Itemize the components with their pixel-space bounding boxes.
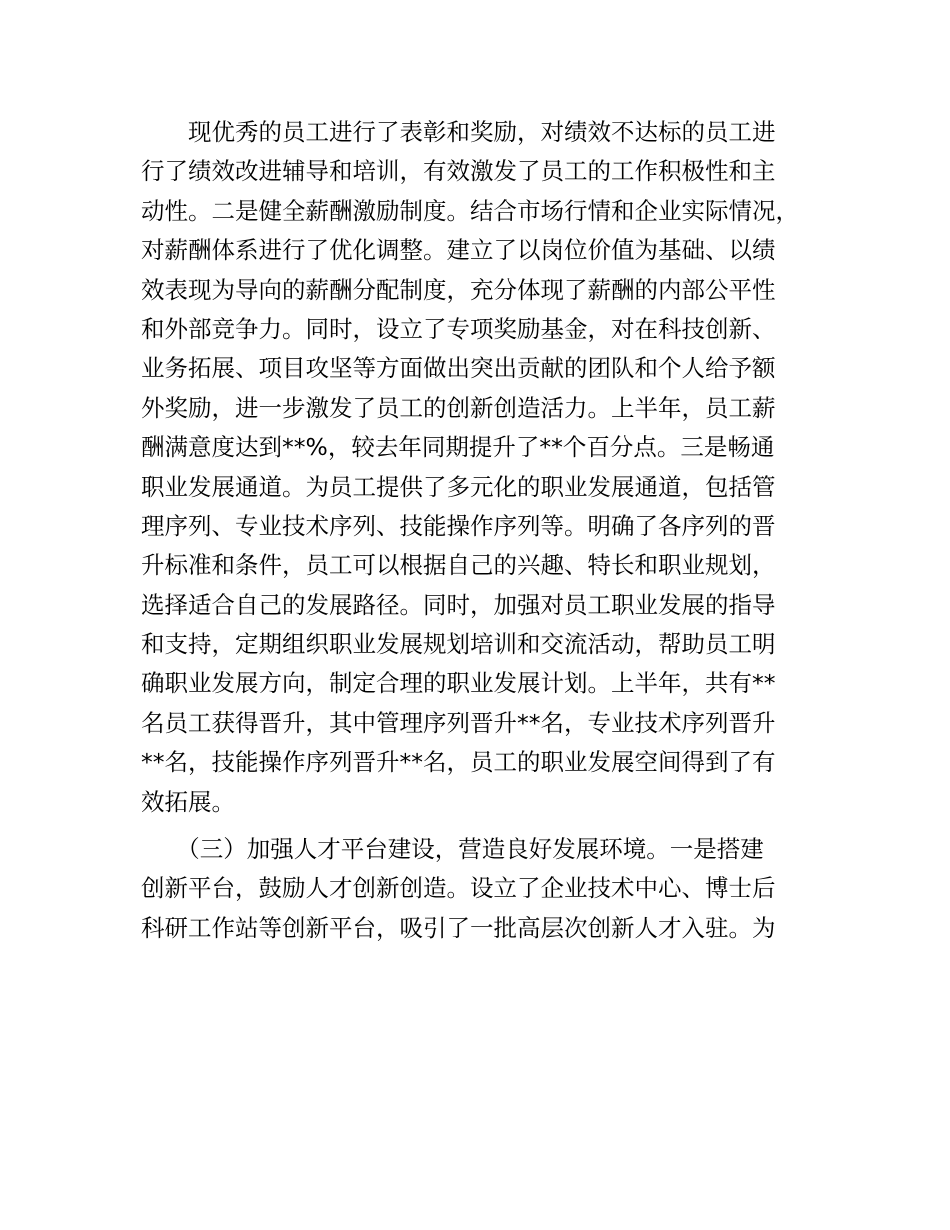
document-body [141, 113, 841, 948]
text-line: 动性。二是健全薪酬激励制度。结合市场行情和企业实际情况， [141, 196, 799, 225]
text-line: 选择适合自己的发展路径。同时，加强对员工职业发展的指导 [141, 590, 776, 619]
text-line: 名员工获得晋升，其中管理序列晋升**名，专业技术序列晋升 [141, 708, 776, 737]
text-line: 现优秀的员工进行了表彰和奖励，对绩效不达标的员工进 [141, 118, 776, 146]
text-line: 酬满意度达到**%，较去年同期提升了**个百分点。三是畅通 [141, 433, 775, 462]
text-line: 升标准和条件，员工可以根据自己的兴趣、特长和职业规划， [141, 551, 776, 580]
text-line: 和外部竞争力。同时，设立了专项奖励基金，对在科技创新、 [141, 314, 776, 343]
text-line: 效表现为导向的薪酬分配制度，充分体现了薪酬的内部公平性 [141, 275, 776, 304]
text-line: 外奖励，进一步激发了员工的创新创造活力。上半年，员工薪 [141, 393, 776, 422]
text-line: 理序列、专业技术序列、技能操作序列等。明确了各序列的晋 [141, 511, 776, 540]
text-line: 科研工作站等创新平台，吸引了一批高层次创新人才入驻。为 [141, 913, 776, 942]
text-line: 效拓展。 [141, 787, 235, 816]
text-line: 和支持，定期组织职业发展规划培训和交流活动，帮助员工明 [141, 630, 776, 659]
text-line: 职业发展通道。为员工提供了多元化的职业发展通道，包括管 [141, 472, 776, 501]
text-line: 确职业发展方向，制定合理的职业发展计划。上半年，共有** [141, 669, 776, 698]
text-line: 对薪酬体系进行了优化调整。建立了以岗位价值为基础、以绩 [141, 236, 776, 265]
paragraph [141, 830, 841, 948]
text-line: **名，技能操作序列晋升**名，员工的职业发展空间得到了有 [141, 748, 776, 777]
text-line: 创新平台，鼓励人才创新创造。设立了企业技术中心、博士后 [141, 874, 776, 903]
text-line: （三）加强人才平台建设，营造良好发展环境。一是搭建 [141, 835, 764, 864]
paragraph [141, 113, 841, 822]
text-line: 行了绩效改进辅导和培训，有效激发了员工的工作积极性和主 [141, 157, 776, 186]
text-line: 业务拓展、项目攻坚等方面做出突出贡献的团队和个人给予额 [141, 354, 776, 383]
